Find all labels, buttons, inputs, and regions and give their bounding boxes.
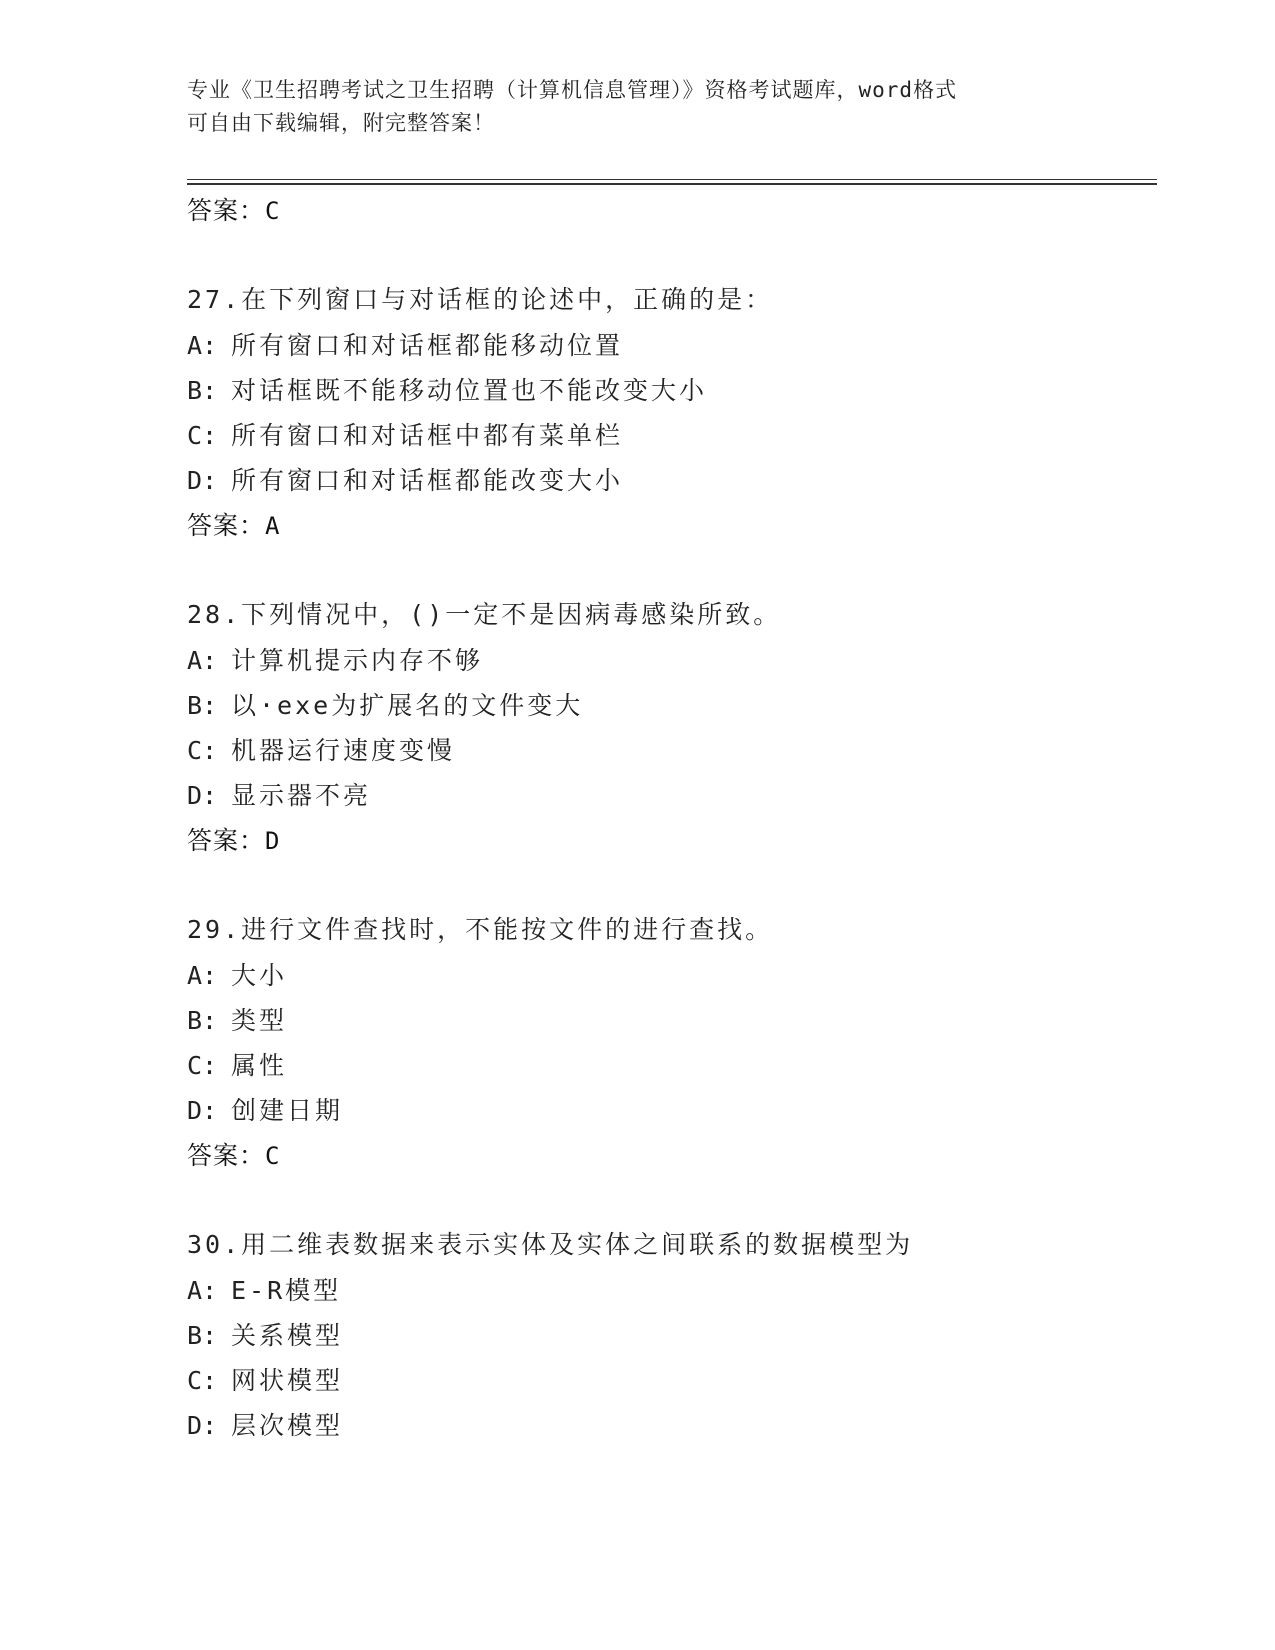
answer-value: C [265,1142,281,1170]
option-text: 显示器不亮 [231,781,372,810]
answer-value: C [265,197,281,225]
option-text: 所有窗口和对话框都能改变大小 [231,466,624,495]
option-text: 计算机提示内存不够 [231,646,484,675]
question-list [187,188,1147,1448]
option-key: A: [187,1276,218,1305]
option-text: E-R模型 [231,1276,342,1305]
option-key: A: [187,646,218,675]
answer-value: D [265,827,281,855]
option-d [187,458,1147,503]
answer-line [187,818,1147,863]
answer-value: A [265,512,281,540]
header-title-line-2: 可自由下载编辑，附完整答案！ [187,111,495,135]
header-divider [187,179,1157,185]
answer-label: 答案： [187,1141,266,1170]
option-key: C: [187,421,218,450]
option-text: 所有窗口和对话框中都有菜单栏 [231,421,624,450]
question-stem: 28.下列情况中，()一定不是因病毒感染所致。 [187,600,782,629]
answer-label: 答案： [187,511,266,540]
answer-line [187,1133,1147,1178]
option-text: 网状模型 [231,1366,344,1395]
option-d [187,1403,1147,1448]
option-b [187,1313,1147,1358]
option-key: C: [187,1366,218,1395]
option-a [187,953,1147,998]
header-title-line-1: 专业《卫生招聘考试之卫生招聘（计算机信息管理）》资格考试题库，word格式 [187,78,958,102]
option-text: 属性 [231,1051,288,1080]
option-b [187,368,1147,413]
option-text: 关系模型 [231,1321,344,1350]
option-key: D: [187,781,218,810]
option-key: B: [187,691,218,720]
option-text: 层次模型 [231,1411,344,1440]
option-d [187,773,1147,818]
option-key: D: [187,1096,218,1125]
option-text: 以·exe为扩展名的文件变大 [231,691,584,720]
option-key: B: [187,1006,218,1035]
option-a [187,638,1147,683]
option-a [187,323,1147,368]
option-key: C: [187,1051,218,1080]
option-key: D: [187,466,218,495]
option-b [187,998,1147,1043]
option-text: 类型 [231,1006,288,1035]
option-c [187,1358,1147,1403]
option-c [187,413,1147,458]
option-a [187,1268,1147,1313]
option-key: B: [187,1321,218,1350]
document-header [187,74,1067,140]
option-key: B: [187,376,218,405]
option-c [187,728,1147,773]
question-stem: 27.在下列窗口与对话框的论述中，正确的是： [187,285,774,314]
option-text: 机器运行速度变慢 [231,736,456,765]
option-key: A: [187,961,218,990]
option-key: A: [187,331,218,360]
option-c [187,1043,1147,1088]
question-stem: 30.用二维表数据来表示实体及实体之间联系的数据模型为 [187,1230,914,1259]
option-text: 对话框既不能移动位置也不能改变大小 [231,376,708,405]
answer-label: 答案： [187,196,266,225]
option-d [187,1088,1147,1133]
answer-line [187,188,1147,233]
option-text: 创建日期 [231,1096,344,1125]
option-key: C: [187,736,218,765]
option-b [187,683,1147,728]
option-text: 所有窗口和对话框都能移动位置 [231,331,624,360]
option-key: D: [187,1411,218,1440]
option-text: 大小 [231,961,288,990]
answer-label: 答案： [187,826,266,855]
question-stem: 29.进行文件查找时，不能按文件的进行查找。 [187,915,774,944]
answer-line [187,503,1147,548]
